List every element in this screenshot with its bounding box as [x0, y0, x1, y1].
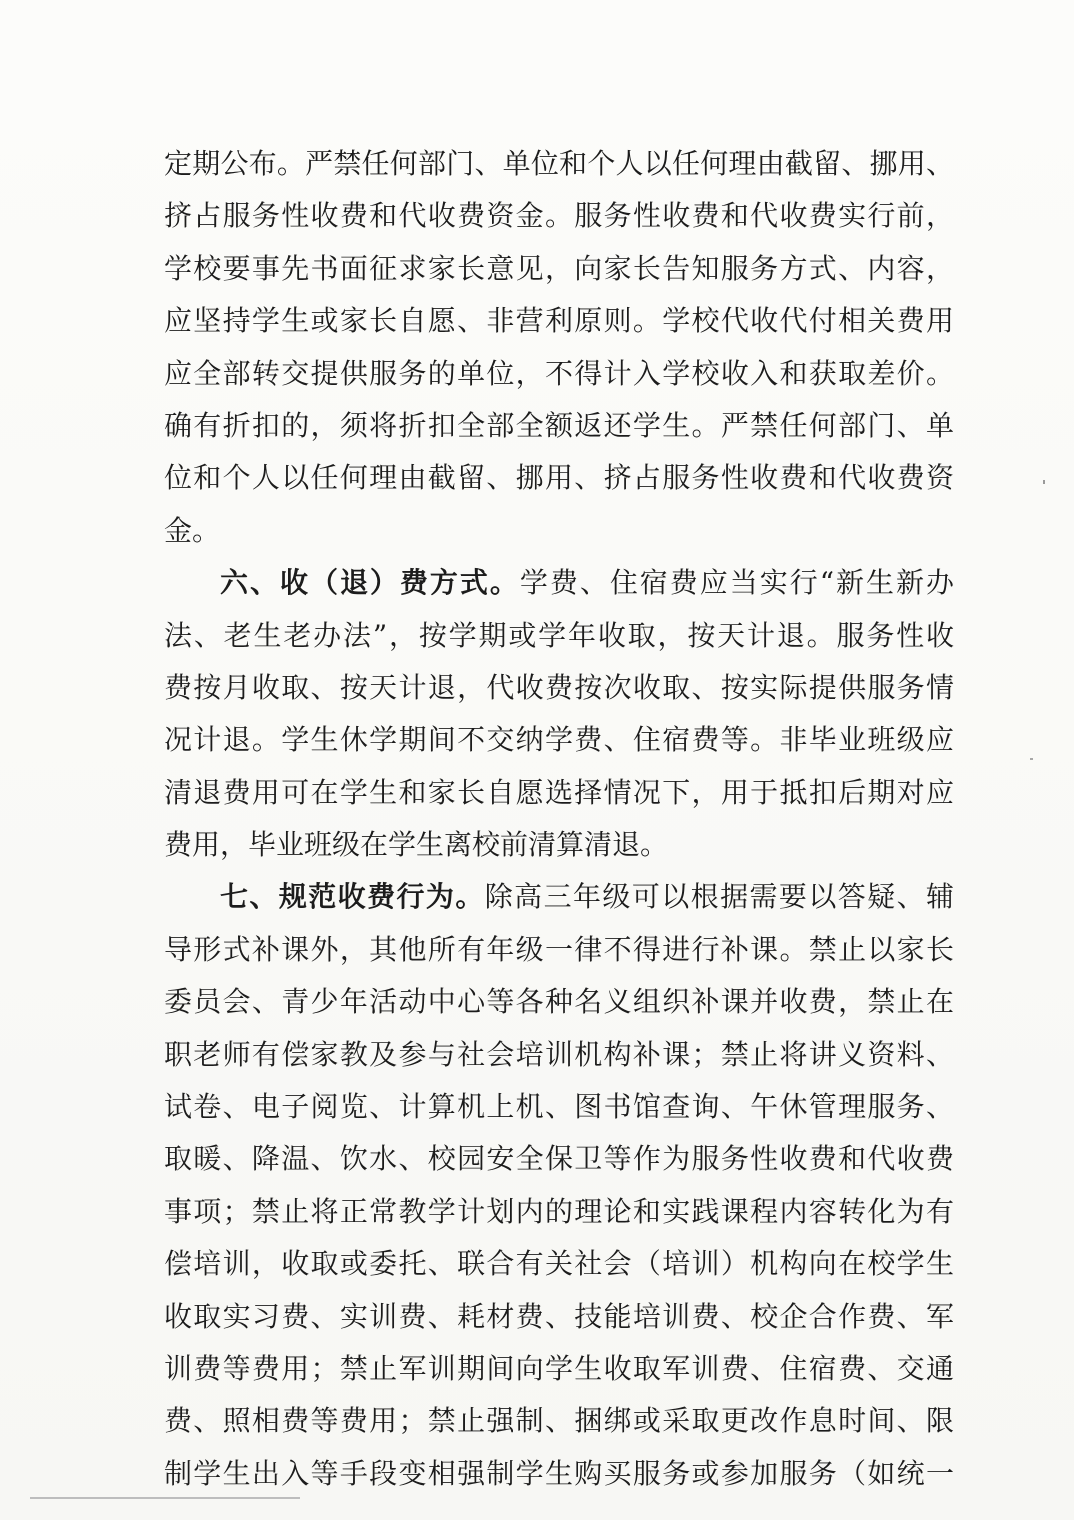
- section-heading: 七、规范收费行为。: [220, 880, 485, 914]
- paragraph-line: [164, 610, 954, 662]
- paragraph-line: [164, 243, 954, 295]
- paragraph-line: [164, 1186, 954, 1238]
- document-body: [164, 138, 954, 1500]
- paragraph-line: [164, 1238, 954, 1290]
- scan-speck: [1043, 480, 1045, 484]
- line-text: 金。: [164, 513, 221, 547]
- paragraph-line: [164, 1029, 954, 1081]
- scan-speck: [1030, 758, 1033, 760]
- line-text: 清退费用可在学生和家长自愿选择情况下，用于抵扣后期对应: [164, 775, 954, 809]
- paragraph-line: [164, 819, 954, 871]
- line-text: 试卷、电子阅览、计算机上机、图书馆查询、午休管理服务、: [164, 1090, 954, 1124]
- line-text: 职老师有偿家教及参与社会培训机构补课；禁止将讲义资料、: [164, 1037, 954, 1071]
- line-text: 应全部转交提供服务的单位，不得计入学校收入和获取差价。: [164, 356, 954, 390]
- line-text: 训费等费用；禁止军训期间向学生收取军训费、住宿费、交通: [164, 1351, 954, 1385]
- paragraph-line: [164, 767, 954, 819]
- paragraph-line: [164, 348, 954, 400]
- paragraph-line: [164, 400, 954, 452]
- section-heading-line: [164, 871, 954, 923]
- paragraph-line: [164, 924, 954, 976]
- section-heading-line: [164, 557, 954, 609]
- line-text: 费用，毕业班级在学生离校前清算清退。: [164, 828, 669, 862]
- paragraph-line: [164, 1448, 954, 1500]
- paragraph-line: [164, 714, 954, 766]
- paragraph-line: [164, 1343, 954, 1395]
- line-text: 导形式补课外，其他所有年级一律不得进行补课。禁止以家长: [164, 932, 954, 966]
- line-text: 除高三年级可以根据需要以答疑、辅: [484, 880, 954, 914]
- paragraph-line: [164, 976, 954, 1028]
- line-text: 偿培训，收取或委托、联合有关社会（培训）机构向在校学生: [164, 1247, 954, 1281]
- paragraph-line: [164, 505, 954, 557]
- line-text: 制学生出入等手段变相强制学生购买服务或参加服务（如统一: [164, 1456, 954, 1490]
- line-text: 况计退。学生休学期间不交纳学费、住宿费等。非毕业班级应: [164, 723, 954, 757]
- section-heading: 六、收（退）费方式。: [220, 566, 520, 600]
- line-text: 费、照相费等费用；禁止强制、捆绑或采取更改作息时间、限: [164, 1404, 954, 1438]
- paragraph-line: [164, 662, 954, 714]
- paragraph-line: [164, 1395, 954, 1447]
- line-text: 应坚持学生或家长自愿、非营利原则。学校代收代付相关费用: [164, 304, 954, 338]
- line-text: 学校要事先书面征求家长意见，向家长告知服务方式、内容，: [164, 251, 954, 285]
- line-text: 学费、住宿费应当实行“新生新办: [519, 566, 954, 600]
- paragraph-line: [164, 295, 954, 347]
- line-text: 取暖、降温、饮水、校园安全保卫等作为服务性收费和代收费: [164, 1142, 954, 1176]
- scan-edge-line: [30, 1497, 300, 1499]
- line-text: 确有折扣的，须将折扣全部全额返还学生。严禁任何部门、单: [164, 408, 954, 442]
- line-text: 位和个人以任何理由截留、挪用、挤占服务性收费和代收费资: [164, 461, 954, 495]
- paragraph-line: [164, 1081, 954, 1133]
- line-text: 费按月收取、按天计退，代收费按次收取、按实际提供服务情: [164, 670, 954, 704]
- line-text: 挤占服务性收费和代收费资金。服务性收费和代收费实行前，: [164, 199, 954, 233]
- line-text: 事项；禁止将正常教学计划内的理论和实践课程内容转化为有: [164, 1194, 954, 1228]
- paragraph-line: [164, 138, 954, 190]
- paragraph-line: [164, 1133, 954, 1185]
- line-text: 法、老生老办法”，按学期或学年收取，按天计退。服务性收: [164, 618, 954, 652]
- line-text: 定期公布。严禁任何部门、单位和个人以任何理由截留、挪用、: [164, 147, 954, 180]
- line-text: 收取实习费、实训费、耗材费、技能培训费、校企合作费、军: [164, 1299, 954, 1333]
- paragraph-line: [164, 452, 954, 504]
- paragraph-line: [164, 190, 954, 242]
- paragraph-line: [164, 1291, 954, 1343]
- line-text: 委员会、青少年活动中心等各种名义组织补课并收费，禁止在: [164, 985, 954, 1019]
